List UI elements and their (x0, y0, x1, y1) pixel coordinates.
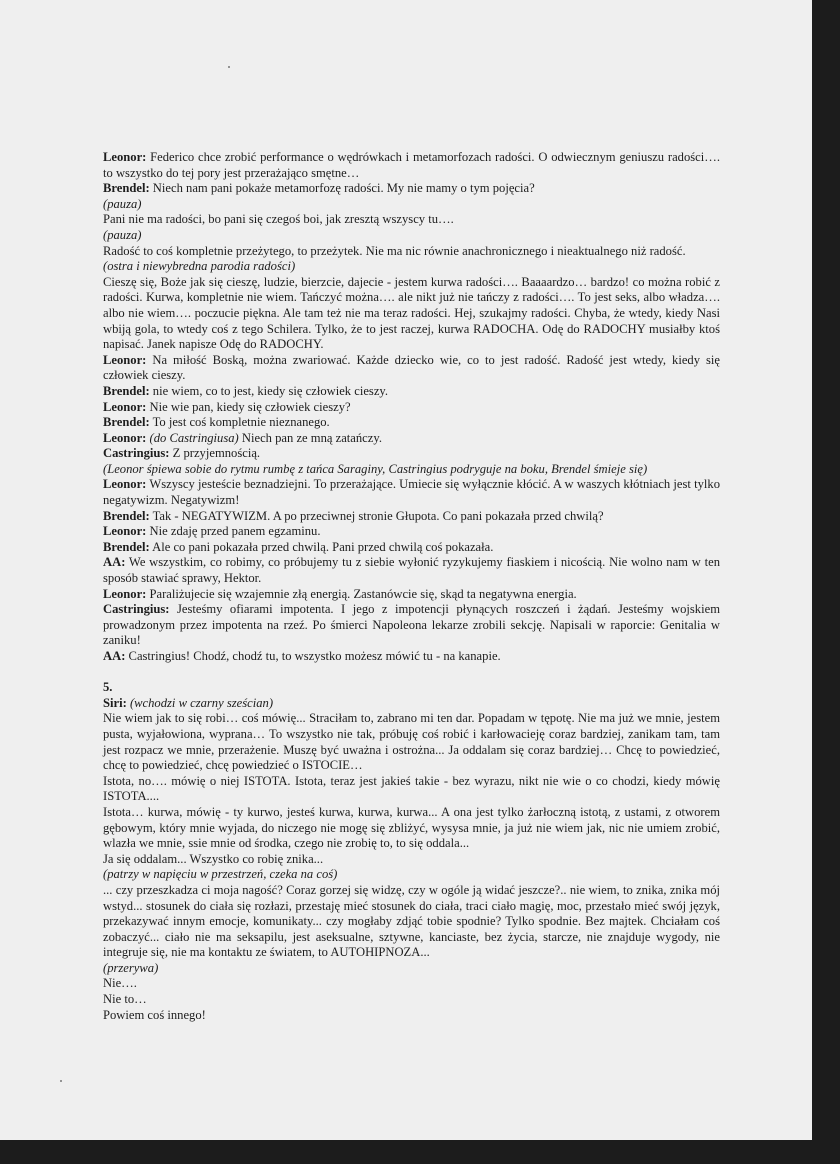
stage-direction: (pauza) (103, 227, 142, 242)
text-line (103, 244, 720, 260)
text-line (103, 540, 720, 556)
scan-speck (228, 66, 230, 68)
speaker-name: Leonor: (103, 586, 147, 601)
stage-direction: (patrzy w napięciu w przestrzeń, czeka na coś) (103, 867, 338, 882)
text-line (103, 992, 720, 1008)
dialogue-text: Powiem coś innego! (103, 1007, 206, 1022)
text-line (103, 477, 720, 508)
text-line (103, 431, 720, 447)
dialogue-text: Nie wiem jak to się robi… coś mówię... Straciłam to, zabrano mi ten dar. Popadam w tępotę. Nie ma już we mnie, jestem pusta, wyjałowiona, wyprana… To wszystko nie tak, próbuję coś robić i karłowacieję coraz bardziej, zanikam tam, tam jest rozpacz we mnie, przerażenie. Muszę być uważna i ostrożna... Ja oddalam się coraz bardziej… Chcę to powiedzieć, chcę to powiedzieć, chcę powiedzieć o ISTOCIE… (103, 711, 720, 773)
dialogue-text: Istota, no…. mówię o niej ISTOTA. Istota, teraz jest jakieś takie - bez wyrazu, nikt nie wie o co chodzi, kiedy mówię ISTOTA.... (103, 773, 720, 804)
text-line (103, 649, 720, 665)
stage-direction: (ostra i niewybredna parodia radości) (103, 259, 296, 274)
text-line (103, 976, 720, 992)
speaker-name: Leonor: (103, 430, 147, 445)
dialogue-text: Paraliżujecie się wzajemnie złą energią. Zastanówcie się, skąd ta negatywna energia. (146, 586, 577, 601)
text-line (103, 446, 720, 462)
dialogue-text: Cieszę się, Boże jak się cieszę, ludzie, bierzcie, dajecie - jestem kurwa radości…. Baaaardzo… bardzo! co można robić z radości. Kurwa, kompletnie nie wiem. Tańczyć można…. ale nikt już nie tańczy z radości…. To jest seks, albo władza…. albo nie wiem…. poczucie piękna. Ale tam też nie ma teraz radości. Hej, szukajmy radości. Chyba, że wtedy, kiedy Nasi wbiją gola, to wtedy coś z tego Schilera. Tylko, że to jest raczej, kurwa RADOCHA. Odę do RADOCHY musiałby ktoś napisać. Janek napisze Odę do RADOCHY. (103, 274, 720, 352)
speaker-name: Leonor: (103, 477, 147, 492)
speaker-name: AA: (103, 649, 126, 663)
text-line (103, 961, 720, 977)
dialogue-text: Wszyscy jesteście beznadziejni. To przerażające. Umiecie się wyłącznie kłócić. A w waszych kłótniach jest tylko negatywizm. Negatywizm! (103, 477, 720, 508)
dialogue-text: Radość to coś kompletnie przeżytego, to przeżytek. Nie ma nic równie anachronicznego i nieaktualnego niż radość. (103, 243, 686, 258)
text-line (103, 462, 720, 478)
dialogue-text: To jest coś kompletnie nieznanego. (149, 415, 330, 430)
speaker-name: Brendel: (103, 508, 150, 523)
dialogue-text: Castringius! Chodź, chodź tu, to wszystko możesz mówić tu - na kanapie. (125, 649, 501, 663)
dialogue-text: Nie zdaję przed panem egzaminu. (146, 524, 321, 539)
text-line (103, 805, 720, 852)
dialogue-text: Nie to… (103, 992, 147, 1007)
text-line (103, 711, 720, 773)
dialogue-text: Niech pan ze mną zatańczy. (238, 430, 382, 445)
dialogue-text: Ale co pani pokazała przed chwilą. Pani przed chwilą coś pokazała. (149, 539, 494, 554)
stage-direction: (Leonor śpiewa sobie do rytmu rumbę z tańca Saraginy, Castringius podryguje na boku, Brendel śmieje się) (103, 461, 648, 476)
dialogue-text: Nie…. (103, 976, 137, 991)
text-line (103, 228, 720, 244)
speaker-name: Castringius: (103, 446, 170, 461)
dialogue-text: nie wiem, co to jest, kiedy się człowiek cieszy. (149, 383, 389, 398)
dialogue-text: ... czy przeszkadza ci moja nagość? Coraz gorzej się widzę, czy w ogóle ją widać jeszcze?.. nie wiem, to znika, znika mój wstyd... stosunek do ciała się rozłazi, przestaję mieć stosunek do ciała, traci ciało magię, moc, przestało mieć swój język, przekazywać innym emocje, komunikaty... czy mogłaby zdjąć tobie spodnie? Tylko spodnie. Bez majtek. Chciałam coś zobaczyć... ciało nie ma seksapilu, jest aseksualne, sztywne, kanciaste, bez życia, starcze, nie znajduje wygody, nie integruje się, nie ma kontaktu ze światem, to AUTOHIPNOZA... (103, 882, 720, 960)
speaker-name: Leonor: (103, 399, 147, 414)
speaker-name: Siri: (103, 695, 127, 710)
dialogue-text: Jesteśmy ofiarami impotenta. I jego z impotencji płynących roszczeń i żądań. Jesteśmy wojskiem prowadzonym przez impotenta na rzeź. Po śmierci Napoleona lekarze zrobili sekcję. Napisali w raporcie: Genitalia w zaniku! (103, 602, 720, 648)
scene-number: 5. (103, 680, 113, 695)
stage-direction: (wchodzi w czarny sześcian) (126, 695, 274, 710)
scan-speck (60, 1080, 62, 1082)
text-line (103, 384, 720, 400)
text-line (103, 774, 720, 805)
dialogue-text: Na miłość Boską, można zwariować. Każde dziecko wie, co to jest radość. Radość jest wtedy, kiedy się człowiek cieszy. (103, 352, 720, 383)
text-line (103, 353, 720, 384)
text-line (103, 275, 720, 353)
stage-direction: (do Castringiusa) (146, 430, 239, 445)
dialogue-text: Istota… kurwa, mówię - ty kurwo, jesteś kurwa, kurwa, kurwa... A ona jest tylko żarłoczną istotą, z ustami, z otworem gębowym, który mnie wyjada, do niczego nie mogę się zbliżyć, wysysa mnie, ja już nie wiem jak, nic nie umiem zrobić, wlazła we mnie, ssie mnie od środka, czego nie zrobię to, to się oddala... (103, 804, 720, 851)
text-line (103, 680, 720, 696)
text-line (103, 852, 720, 868)
text-line (103, 883, 720, 961)
text-line (103, 587, 720, 603)
text-line (103, 602, 720, 649)
text-line (103, 181, 720, 197)
speaker-name: Brendel: (103, 539, 150, 554)
text-line (103, 415, 720, 431)
speaker-name: Brendel: (103, 415, 150, 430)
stage-direction: (pauza) (103, 196, 142, 211)
dialogue-text: We wszystkim, co robimy, co próbujemy tu z siebie wyłonić ryzykujemy fiaskiem i nicością. Nie wolno nam w ten sposób stawiać sprawy, Hektor. (103, 555, 720, 586)
dialogue-text: Z przyjemnością. (169, 446, 261, 461)
speaker-name: Brendel: (103, 181, 150, 196)
dialogue-text: Niech nam pani pokaże metamorfozę radości. My nie mamy o tym pojęcia? (149, 181, 535, 196)
dialogue-text: Tak - NEGATYWIZM. A po przeciwnej stronie Głupota. Co pani pokazała przed chwilą? (149, 508, 604, 523)
text-line (103, 150, 720, 181)
speaker-name: Castringius: (103, 602, 170, 617)
text-line (103, 524, 720, 540)
text-line (103, 1008, 720, 1024)
text-line (103, 212, 720, 228)
dialogue-text: Nie wie pan, kiedy się człowiek cieszy? (146, 399, 351, 414)
text-line (103, 400, 720, 416)
document-text (103, 150, 720, 1023)
speaker-name: Leonor: (103, 524, 147, 539)
stage-direction: (przerywa) (103, 960, 159, 975)
text-line (103, 259, 720, 275)
text-line (103, 197, 720, 213)
speaker-name: Leonor: (103, 352, 147, 367)
dialogue-text: Ja się oddalam... Wszystko co robię znika... (103, 851, 324, 866)
text-line (103, 867, 720, 883)
dialogue-text: Pani nie ma radości, bo pani się czegoś boi, jak zresztą wszyscy tu…. (103, 212, 454, 227)
speaker-name: Leonor: (103, 150, 147, 164)
dialogue-text: Federico chce zrobić performance o wędrówkach i metamorfozach radości. O odwiecznym geniuszu radości…. to wszystko do tej pory jest przerażająco smętne… (103, 150, 720, 180)
speaker-name: AA: (103, 555, 126, 570)
speaker-name: Brendel: (103, 383, 150, 398)
text-line (103, 555, 720, 586)
text-line (103, 696, 720, 712)
text-line (103, 509, 720, 525)
